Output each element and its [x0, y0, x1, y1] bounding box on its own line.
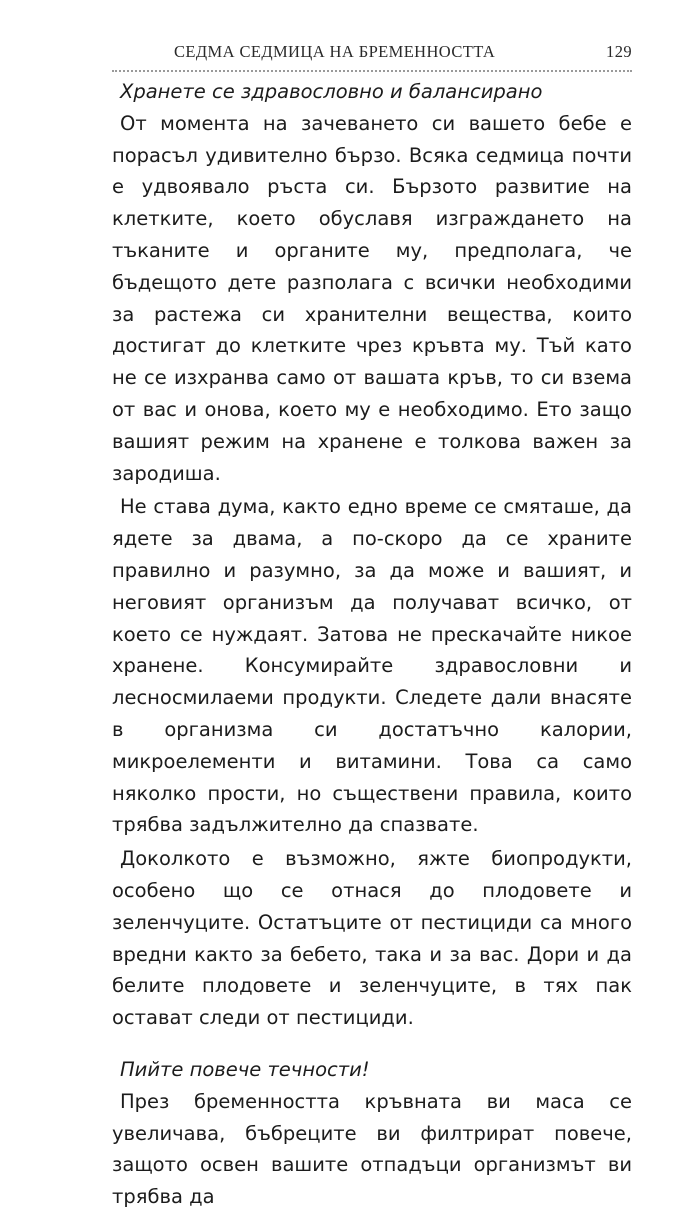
section-heading-drink-fluids: Пийте повече течности!: [120, 1057, 370, 1081]
body-text: [112, 76, 632, 1215]
section-spacer: [112, 1036, 632, 1054]
page-number: 129: [606, 42, 632, 61]
header-dotted-rule: [112, 70, 632, 72]
paragraph: От момента на зачеването си вашето бебе е порасъл удивително бързо. Всяка седмица почти е удвоявало ръста си. Бързото развитие на клетките, което обуславя изграждането на тъканите и органите му, предполага, че бъдещото дете разполага с всички необходими за растежа си хранителни вещества, които достигат до клетките чрез кръвта му. Тъй като не се изхранва само от вашата кръв, то си взема от вас и онова, което му е необходимо. Ето защо вашият режим на хранене е толкова важен за зародиша.: [112, 111, 632, 485]
running-title: СЕДМА СЕДМИЦА НА БРЕМЕННОСТТА: [174, 42, 496, 61]
paragraph: Не става дума, както едно време се смяташе, да ядете за двама, а по-скоро да се храните правилно и разумно, за да може и вашият, и неговият организъм да получават всичко, от което се нуждаят. Затова не прескачайте никое хранене. Консумирайте здравословни и лесносмилаеми продукти. Следете дали внасяте в организма си достатъчно калории, микроелементи и витамини. Това са само няколко прости, но съществени правила, които трябва задължително да спазвате.: [112, 495, 632, 837]
paragraph: Доколкото е възможно, яжте биопродукти, особено що се отнася до плодовете и зеленчуците. Остатъците от пестициди са много вредни както за бебето, така и за вас. Дори и да белите плодовете и зеленчуците, в тях пак остават следи от пестициди.: [112, 847, 632, 1030]
section-heading-healthy-eating: Хранете се здравословно и балансирано: [120, 80, 543, 103]
paragraph: През бременността кръвната ви маса се увеличава, бъбреците ви филтрират повече, защото освен вашите отпадъци организмът ви трябва да: [112, 1089, 632, 1209]
running-head: [112, 40, 632, 66]
